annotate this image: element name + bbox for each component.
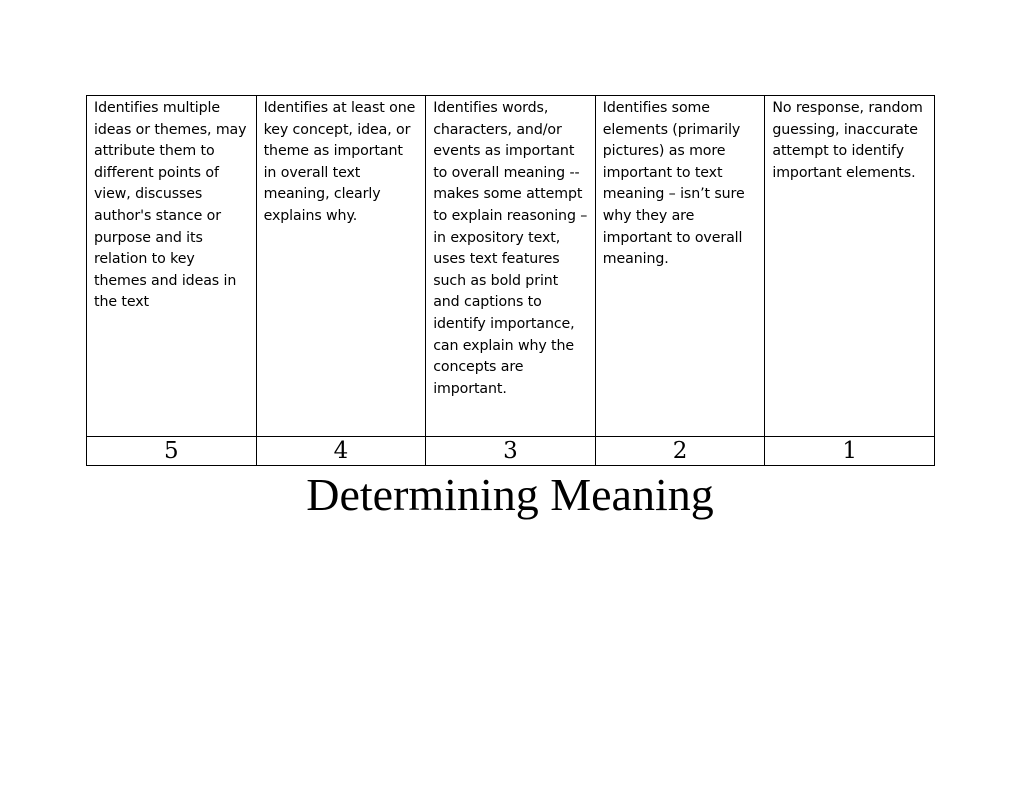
score-cell-2: 2 — [595, 437, 765, 466]
descriptor-cell-2 — [595, 96, 765, 437]
descriptor-text-1: No response, random guessing, inaccurate attempt to identify important elements. — [772, 100, 923, 181]
score-row — [87, 437, 935, 466]
descriptor-cell-1 — [765, 96, 935, 437]
descriptor-text-3: Identifies words, characters, and/or events as important to overall meaning -- makes some attempt to explain reasoning – in expository text, uses text features such as bold print and captions to identify importance, can explain why the concepts are important. — [433, 100, 588, 397]
descriptor-cell-5 — [87, 96, 257, 437]
descriptor-text-5: Identifies multiple ideas or themes, may attribute them to different points of view, discusses author's stance or purpose and its relation to key themes and ideas in the text — [94, 100, 247, 311]
descriptor-text-2: Identifies some elements (primarily pictures) as more important to text meaning – isn’t sure why they are important to overall meaning. — [602, 100, 745, 268]
rubric-table — [86, 95, 935, 466]
page-title: Determining Meaning — [306, 469, 714, 520]
descriptor-row — [87, 96, 935, 437]
score-cell-3: 3 — [426, 437, 596, 466]
score-cell-5: 5 — [87, 437, 257, 466]
descriptor-cell-3 — [426, 96, 596, 437]
score-cell-1: 1 — [765, 437, 935, 466]
descriptor-text-4: Identifies at least one key concept, idea, or theme as important in overall text meaning, clearly explains why. — [263, 100, 416, 224]
descriptor-cell-4 — [256, 96, 426, 437]
score-cell-4: 4 — [256, 437, 426, 466]
